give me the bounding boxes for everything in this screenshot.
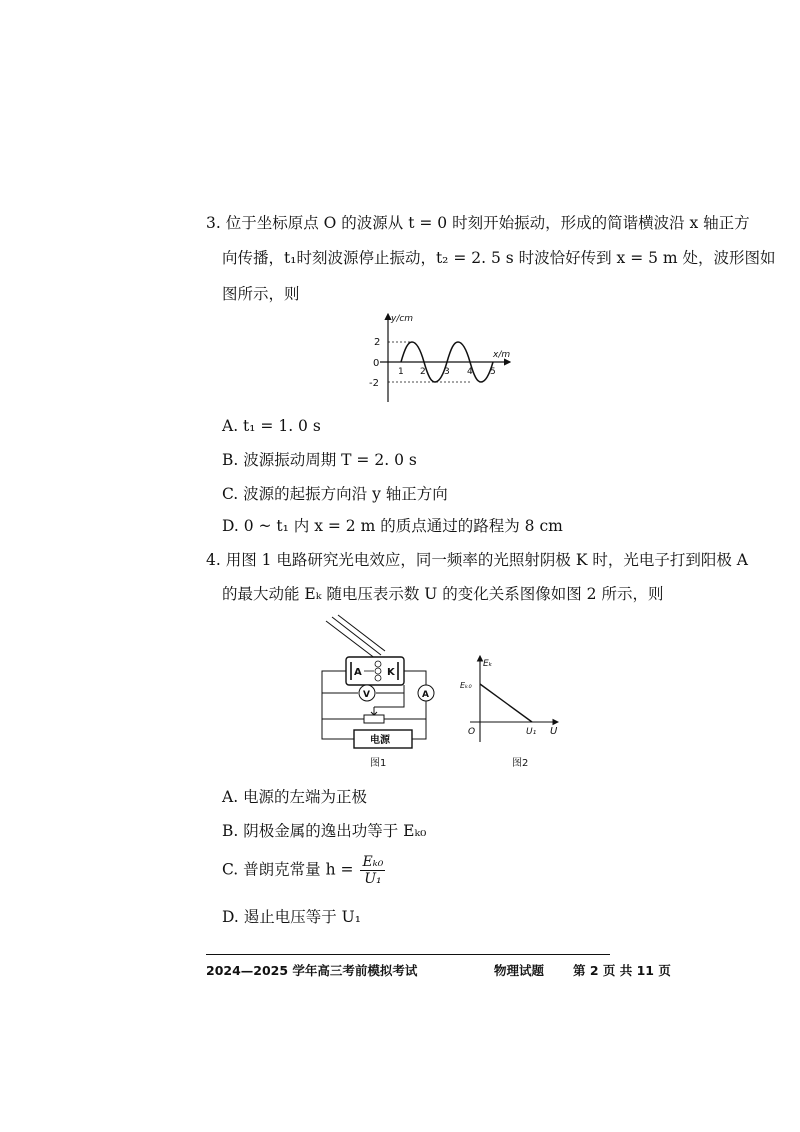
q4-cathode-label: K xyxy=(387,667,395,678)
q3-xtick-5: 5 xyxy=(490,367,496,377)
q4-text-line-1: 4. 用图 1 电路研究光电效应，同一频率的光照射阴极 K 时，光电子打到阳极 A xyxy=(206,551,748,569)
q4-option-c-prefix: C. 普朗克常量 h = xyxy=(222,860,354,879)
q4-option-a: A. 电源的左端为正极 xyxy=(222,788,368,806)
q4-option-c-denominator: U₁ xyxy=(364,871,382,887)
q4-fig2-y0-label: Eₖ₀ xyxy=(460,681,472,690)
q4-fig2-line xyxy=(480,684,532,722)
q4-fig2-origin: O xyxy=(468,727,476,737)
q4-fig2-graph xyxy=(458,652,568,772)
q3-ytick-neg2: -2 xyxy=(369,378,379,389)
q4-option-d: D. 遏止电压等于 U₁ xyxy=(222,908,361,926)
q3-text-line-1: 3. 位于坐标原点 O 的波源从 t = 0 时刻开始振动，形成的简谐横波沿 x 轴正方 xyxy=(206,214,750,232)
q4-slider-wire xyxy=(374,693,404,707)
footer-page-number: 第 2 页 共 11 页 xyxy=(573,963,671,978)
q4-option-c-numerator: Eₖ₀ xyxy=(362,854,384,870)
footer-subject: 物理试题 xyxy=(494,963,545,978)
q4-anode-label: A xyxy=(354,667,362,678)
q4-fig2-y-label: Eₖ xyxy=(483,659,493,669)
footer-exam-name: 2024—2025 学年高三考前模拟考试 xyxy=(206,963,418,978)
q3-origin-label: 0 xyxy=(373,358,380,369)
q4-option-b: B. 阴极金属的逸出功等于 Eₖ₀ xyxy=(222,822,427,840)
q4-ammeter-label: A xyxy=(422,690,429,700)
q3-option-c: C. 波源的起振方向沿 y 轴正方向 xyxy=(222,485,448,503)
q3-xtick-2: 2 xyxy=(420,367,426,377)
q4-option-c-fraction xyxy=(360,854,385,887)
q4-fig1-caption: 图1 xyxy=(370,758,387,769)
q3-y-label: y/cm xyxy=(391,314,414,324)
q4-light-ray-1 xyxy=(326,621,376,659)
q4-wire-right xyxy=(404,671,426,685)
q4-power-source-label: 电源 xyxy=(370,735,390,746)
q3-wave-graph xyxy=(360,310,540,410)
q4-option-c xyxy=(222,854,385,887)
q4-text-line-2: 的最大动能 Eₖ 随电压表示数 U 的变化关系图像如图 2 所示，则 xyxy=(222,585,664,603)
q4-voltmeter-label: V xyxy=(363,690,370,700)
q3-text-line-3: 图所示，则 xyxy=(222,285,300,303)
q4-fig2-u1-label: U₁ xyxy=(526,727,537,737)
q4-fig1-circuit xyxy=(318,615,448,770)
q4-rheostat xyxy=(364,715,384,723)
q4-fig2-caption: 图2 xyxy=(512,758,529,769)
q3-text-line-2: 向传播，t₁时刻波源停止振动，t₂ = 2. 5 s 时波恰好传到 x = 5 m 处，波形图如 xyxy=(222,249,776,267)
q3-option-d: D. 0 ~ t₁ 内 x = 2 m 的质点通过的路程为 8 cm xyxy=(222,517,563,535)
q3-xtick-4: 4 xyxy=(467,367,473,377)
q3-option-a: A. t₁ = 1. 0 s xyxy=(222,417,321,435)
q4-fig2-x-label: U xyxy=(550,726,558,737)
q4-voltmeter-wire-r xyxy=(376,685,404,693)
q4-wire-right-down xyxy=(412,701,426,739)
q3-ytick-2: 2 xyxy=(374,337,381,348)
q4-light-ray-3 xyxy=(338,615,385,651)
q3-x-label: x/m xyxy=(493,350,511,360)
q4-light-ray-2 xyxy=(332,617,381,655)
q3-xtick-3: 3 xyxy=(444,367,450,377)
q3-xtick-1: 1 xyxy=(398,367,404,377)
footer-rule xyxy=(206,954,610,955)
q3-option-b: B. 波源振动周期 T = 2. 0 s xyxy=(222,451,417,469)
